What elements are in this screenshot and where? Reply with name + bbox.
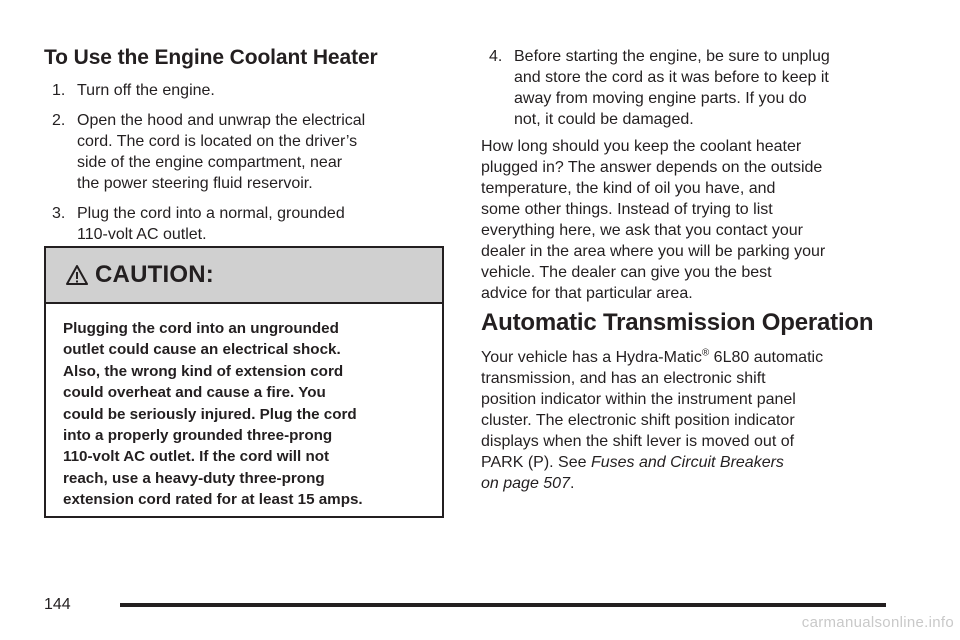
step-number: 4. — [489, 48, 503, 65]
caution-line: Also, the wrong kind of extension cord — [63, 362, 344, 380]
step-line: Plug the cord into a normal, grounded — [77, 205, 345, 222]
paragraph-line: displays when the shift lever is moved out of — [481, 433, 795, 450]
caution-line: reach, use a heavy-duty three-prong — [63, 469, 325, 487]
step-line: Turn off the engine. — [77, 82, 215, 99]
caution-line: 110-volt AC outlet. If the cord will not — [63, 448, 330, 466]
coolant-heater-heading: To Use the Engine Coolant Heater — [44, 46, 378, 69]
paragraph-line: position indicator within the instrument panel — [481, 391, 796, 408]
registered-mark: ® — [701, 347, 710, 359]
list-item — [44, 110, 446, 194]
list-item — [481, 46, 921, 130]
caution-triangle-icon — [66, 264, 88, 286]
link-text: Fuses and Circuit Breakers — [590, 454, 784, 471]
link-text: on page 507 — [481, 475, 570, 492]
paragraph-line: some other things. Instead of trying to list — [481, 201, 773, 218]
step-line: away from moving engine parts. If you do — [514, 90, 807, 107]
paragraph-line: cluster. The electronic shift position indicator — [481, 412, 795, 429]
paragraph-line: temperature, the kind of oil you have, and — [481, 180, 776, 197]
step-line: not, it could be damaged. — [514, 111, 694, 128]
caution-header — [46, 248, 442, 304]
list-item — [44, 80, 446, 101]
paragraph-line: dealer in the area where you will be parking your — [481, 243, 826, 260]
paragraph-line: advice for that particular area. — [481, 285, 693, 302]
footer-divider — [120, 603, 886, 607]
paragraph-line: everything here, we ask that you contact your — [481, 222, 803, 239]
step-line: cord. The cord is located on the driver’s — [77, 133, 358, 150]
paragraph-line: transmission, and has an electronic shift — [481, 370, 766, 387]
transmission-paragraph — [481, 347, 921, 494]
paragraph-line: vehicle. The dealer can give you the best — [481, 264, 772, 281]
paragraph-line: plugged in? The answer depends on the outside — [481, 159, 823, 176]
step-number: 1. — [52, 82, 66, 99]
paragraph-text: 6L80 automatic — [709, 349, 824, 366]
list-item — [44, 203, 446, 245]
coolant-steps-list — [44, 80, 446, 245]
transmission-heading: Automatic Transmission Operation — [481, 309, 874, 336]
page-number: 144 — [44, 596, 71, 613]
caution-line: into a properly grounded three-prong — [63, 427, 333, 445]
caution-line: outlet could cause an electrical shock. — [63, 341, 341, 359]
step-line: and store the cord as it was before to keep it — [514, 69, 829, 86]
caution-text — [46, 304, 442, 511]
paragraph-text: . — [569, 475, 575, 492]
paragraph-text: PARK (P). See — [481, 454, 591, 471]
paragraph-line: How long should you keep the coolant heater — [481, 138, 802, 155]
caution-title: CAUTION: — [95, 261, 214, 288]
caution-box — [44, 246, 444, 518]
step-line: Open the hood and unwrap the electrical — [77, 112, 366, 129]
step-line: the power steering fluid reservoir. — [77, 175, 313, 192]
step-line: Before starting the engine, be sure to unplug — [514, 48, 830, 65]
step-line: side of the engine compartment, near — [77, 154, 343, 171]
caution-line: could overheat and cause a fire. You — [63, 384, 326, 402]
watermark: carmanualsonline.info — [801, 614, 954, 631]
coolant-steps-continued — [481, 46, 921, 130]
step-line: 110-volt AC outlet. — [77, 226, 207, 243]
step-number: 3. — [52, 205, 66, 222]
caution-line: Plugging the cord into an ungrounded — [63, 320, 339, 337]
how-long-paragraph — [481, 136, 921, 304]
step-number: 2. — [52, 112, 66, 129]
caution-line: extension cord rated for at least 15 amps. — [63, 491, 363, 509]
caution-line: could be seriously injured. Plug the cord — [63, 405, 357, 423]
paragraph-text: Your vehicle has a Hydra-Matic — [481, 349, 702, 366]
